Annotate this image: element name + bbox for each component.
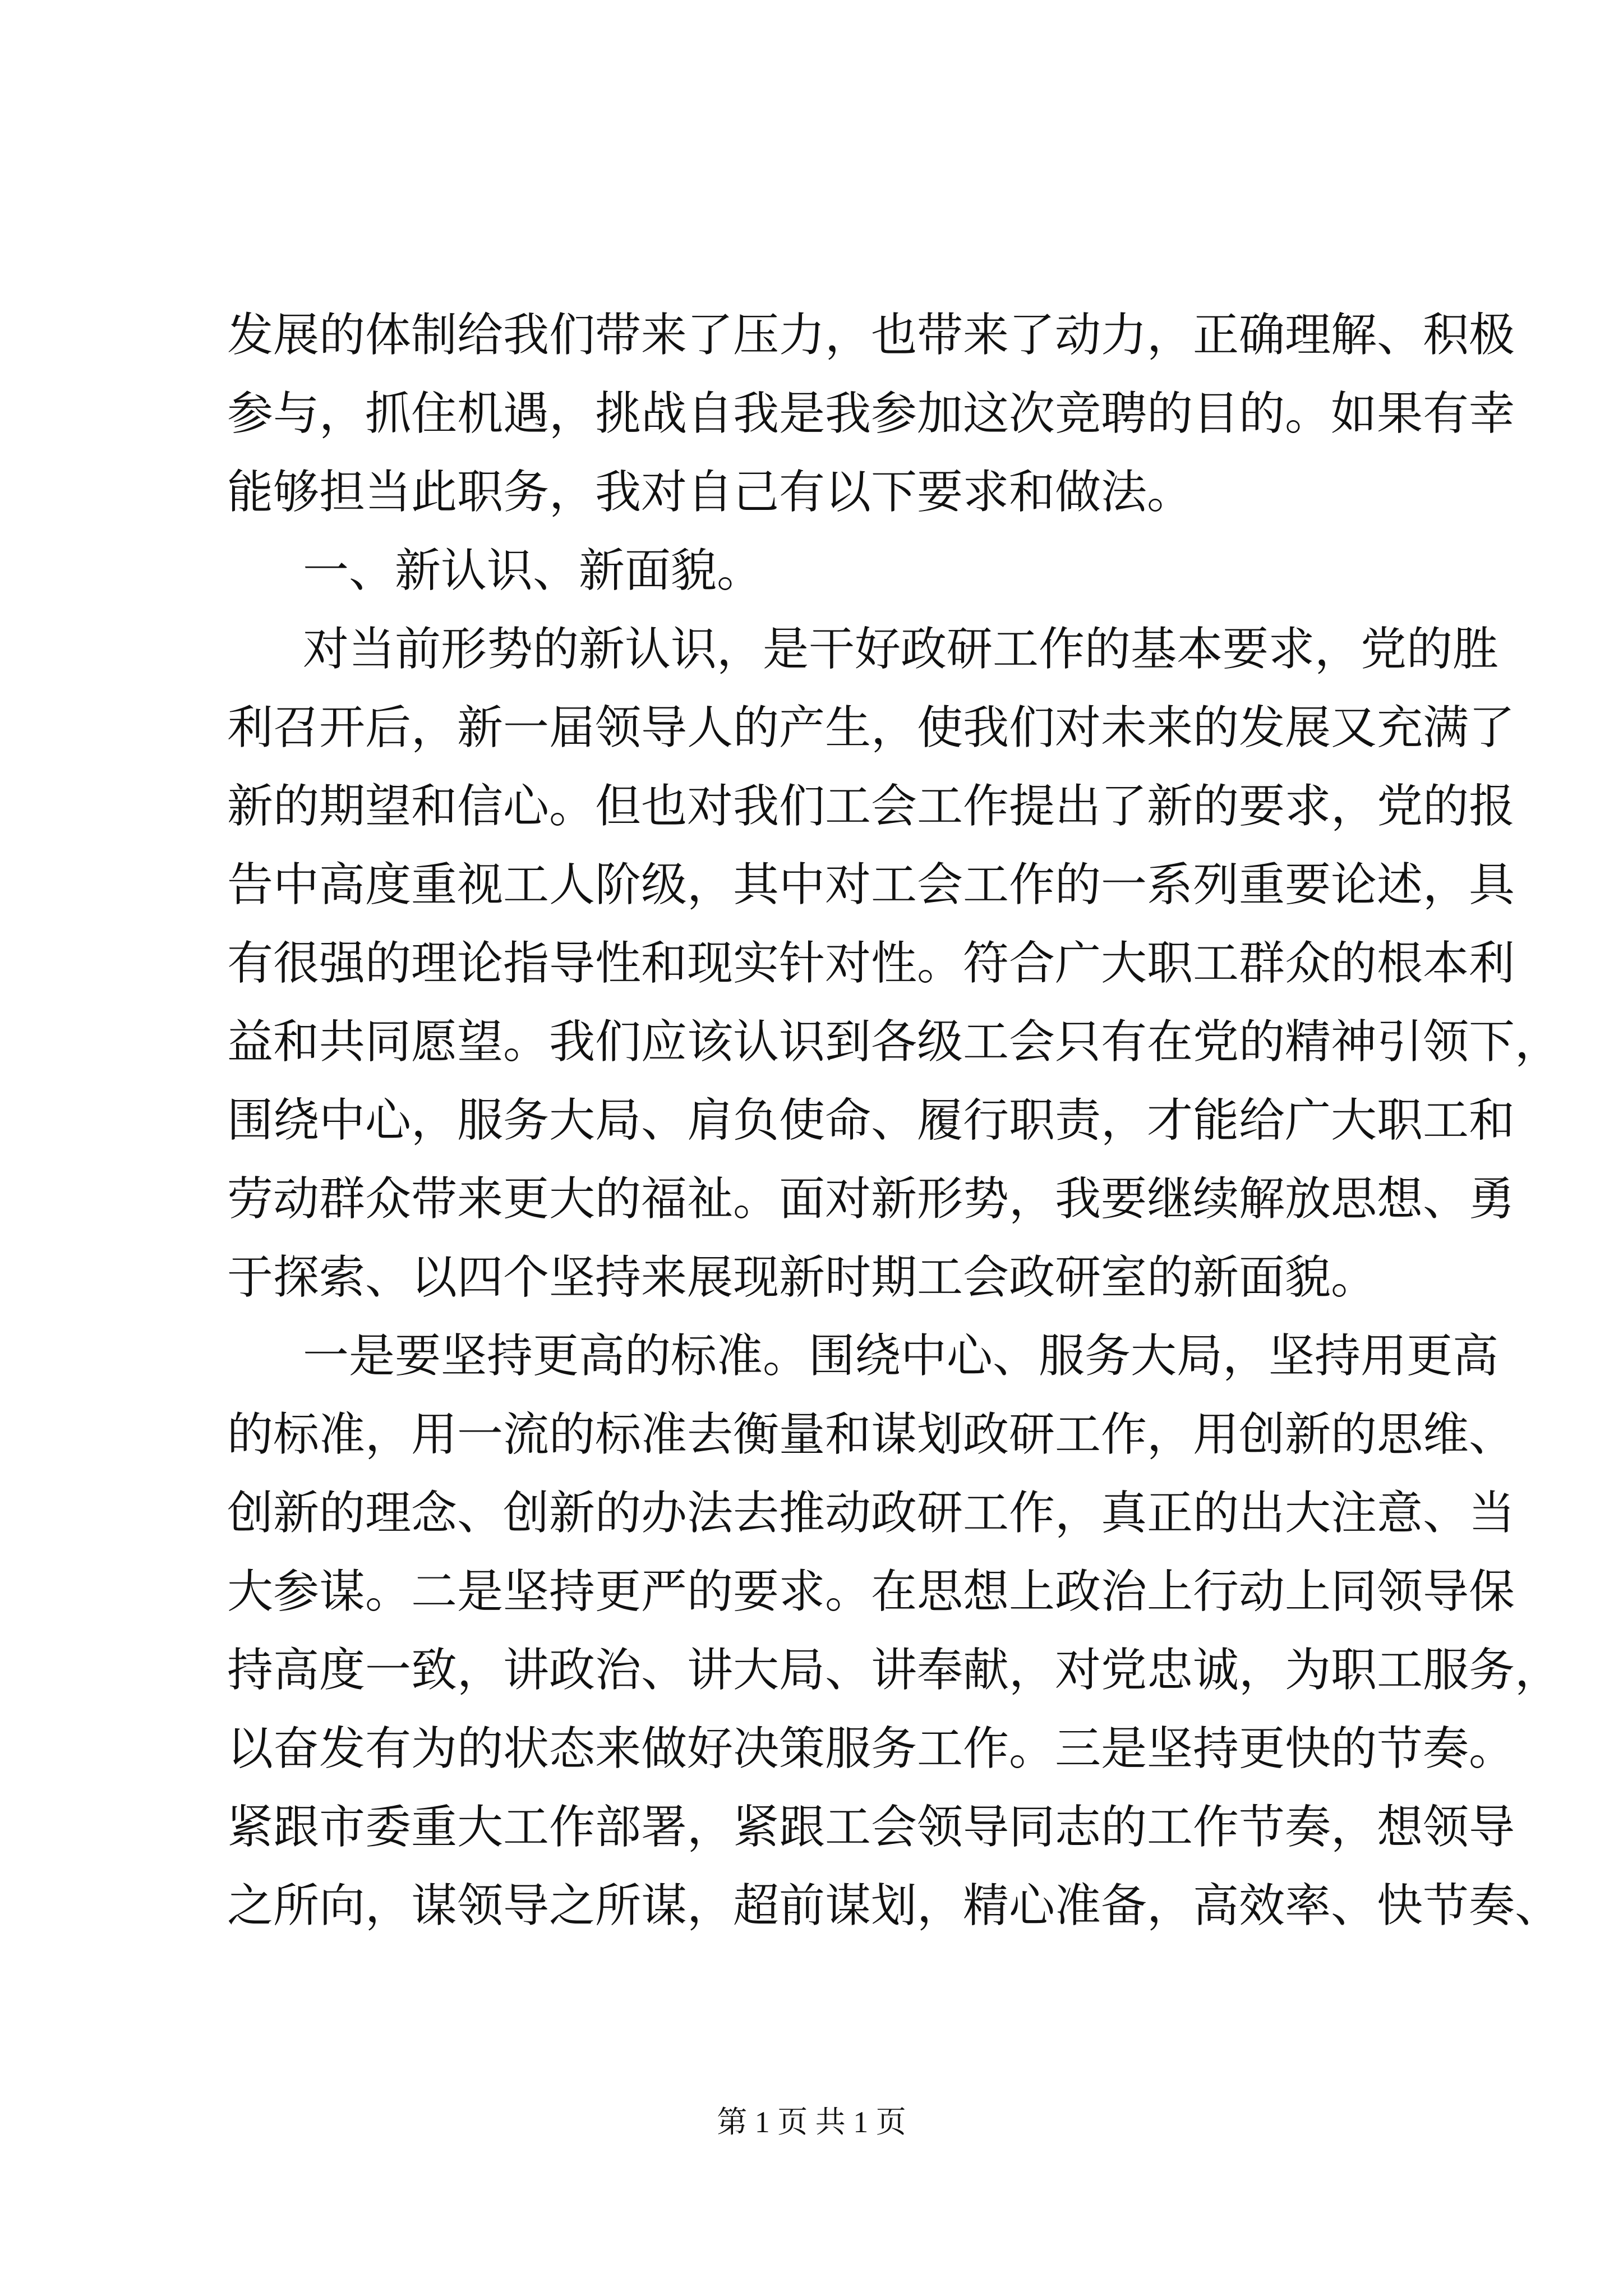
text-line: 之所向，谋领导之所谋，超前谋划，精心准备，高效率、快节奏、 xyxy=(227,1879,1561,1932)
text-line: 发展的体制给我们带来了压力，也带来了动力，正确理解、积极 xyxy=(227,309,1515,362)
text-line: 能够担当此职务，我对自己有以下要求和做法。 xyxy=(227,466,1193,519)
text-line: 紧跟市委重大工作部署，紧跟工会领导同志的工作节奏，想领导 xyxy=(227,1801,1515,1854)
text-line: 以奋发有为的状态来做好决策服务工作。三是坚持更快的节奏。 xyxy=(227,1722,1515,1775)
text-line: 于探索、以四个坚持来展现新时期工会政研室的新面貌。 xyxy=(227,1251,1377,1304)
text-line: 益和共同愿望。我们应该认识到各级工会只有在党的精神引领下， xyxy=(227,1015,1561,1069)
section-heading: 一、新认识、新面貌。 xyxy=(303,544,763,597)
text-line: 有很强的理论指导性和现实针对性。符合广大职工群众的根本利 xyxy=(227,937,1515,990)
text-line: 大参谋。二是坚持更严的要求。在思想上政治上行动上同领导保 xyxy=(227,1565,1515,1618)
text-line: 的标准，用一流的标准去衡量和谋划政研工作，用创新的思维、 xyxy=(227,1408,1515,1461)
text-line: 利召开后，新一届领导人的产生，使我们对未来的发展又充满了 xyxy=(227,701,1515,754)
text-line: 一是要坚持更高的标准。围绕中心、服务大局，坚持用更高 xyxy=(303,1329,1499,1383)
text-line: 对当前形势的新认识，是干好政研工作的基本要求，党的胜 xyxy=(303,623,1499,676)
text-line: 新的期望和信心。但也对我们工会工作提出了新的要求，党的报 xyxy=(227,780,1515,833)
text-line: 围绕中心，服务大局、肩负使命、履行职责，才能给广大职工和 xyxy=(227,1094,1515,1147)
text-line: 劳动群众带来更大的福祉。面对新形势，我要继续解放思想、勇 xyxy=(227,1172,1515,1226)
text-line: 持高度一致，讲政治、讲大局、讲奉献，对党忠诚，为职工服务， xyxy=(227,1644,1561,1697)
text-line: 告中高度重视工人阶级，其中对工会工作的一系列重要论述，具 xyxy=(227,858,1515,912)
page-footer: 第 1 页 共 1 页 xyxy=(717,2105,906,2139)
text-line: 参与，抓住机遇，挑战自我是我参加这次竞聘的目的。如果有幸 xyxy=(227,387,1515,440)
text-line: 创新的理念、创新的办法去推动政研工作，真正的出大注意、当 xyxy=(227,1487,1515,1540)
